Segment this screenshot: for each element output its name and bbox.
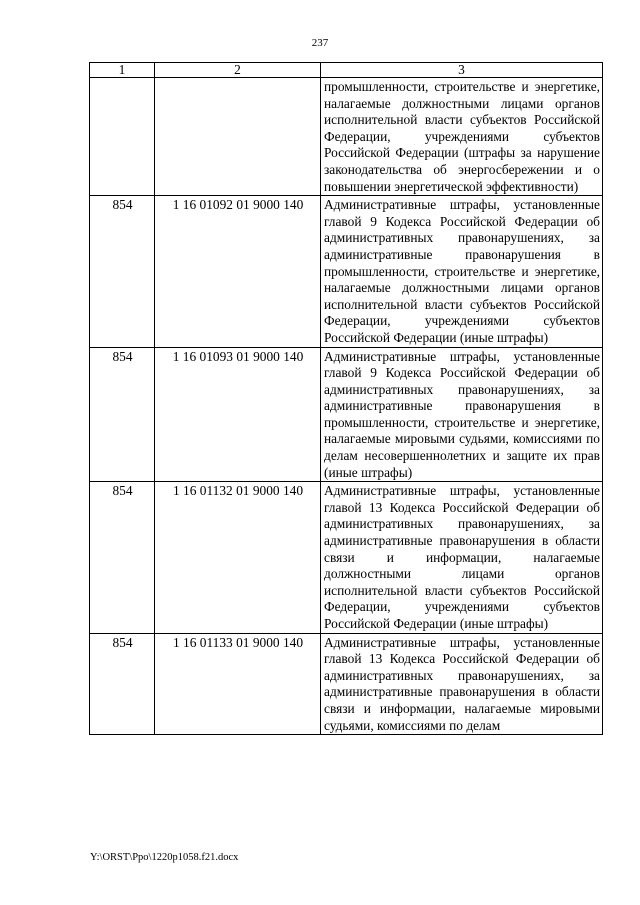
kbk-code-cell [155, 78, 321, 196]
table-row [90, 196, 603, 347]
description-cell: Административные штрафы, установленные главой 9 Кодекса Российской Федерации об административных правонарушениях, за административные правонарушения в промышленности, строительстве и энергетике, налагаемые должностными лицами органов исполнительной власти субъектов Российской Федерации, учреждениями субъектов Российской Федерации (иные штрафы) [321, 196, 603, 347]
table-row [90, 482, 603, 633]
description-cell: Административные штрафы, установленные главой 9 Кодекса Российской Федерации об административных правонарушениях, за административные правонарушения в промышленности, строительстве и энергетике, налагаемые мировыми судьями, комиссиями по делам несовершеннолетних и защите их прав (иные штрафы) [321, 347, 603, 482]
table-row [90, 633, 603, 735]
admin-code-cell: 854 [90, 347, 155, 482]
kbk-code-cell: 1 16 01093 01 9000 140 [155, 347, 321, 482]
description-cell: Административные штрафы, установленные главой 13 Кодекса Российской Федерации об административных правонарушениях, за административные правонарушения в области связи и информации, налагаемые должностными лицами органов исполнительной власти субъектов Российской Федерации, учреждениями субъектов Российской Федерации (иные штрафы) [321, 482, 603, 633]
column-header: 3 [321, 63, 603, 78]
kbk-code-cell: 1 16 01092 01 9000 140 [155, 196, 321, 347]
page-number: 237 [311, 37, 329, 49]
admin-code-cell: 854 [90, 633, 155, 735]
admin-code-cell: 854 [90, 482, 155, 633]
column-header: 1 [90, 63, 155, 78]
footer-file-path: Y:\ORST\Ppo\1220p1058.f21.docx [90, 852, 239, 863]
table-row [90, 78, 603, 196]
admin-code-cell: 854 [90, 196, 155, 347]
description-cell: Административные штрафы, установленные главой 13 Кодекса Российской Федерации об административных правонарушениях, за административные правонарушения в области связи и информации, налагаемые мировыми судьями, комиссиями по делам [321, 633, 603, 735]
kbk-code-cell: 1 16 01132 01 9000 140 [155, 482, 321, 633]
column-header: 2 [155, 63, 321, 78]
description-cell: промышленности, строительстве и энергетике, налагаемые должностными лицами органов исполнительной власти субъектов Российской Федерации, учреждениями субъектов Российской Федерации (штрафы за нарушение законодательства об энергосбережении и о повышении энергетической эффективности) [321, 78, 603, 196]
budget-codes-table [89, 62, 603, 735]
admin-code-cell [90, 78, 155, 196]
table-row [90, 347, 603, 482]
kbk-code-cell: 1 16 01133 01 9000 140 [155, 633, 321, 735]
table-header-row [90, 63, 603, 78]
